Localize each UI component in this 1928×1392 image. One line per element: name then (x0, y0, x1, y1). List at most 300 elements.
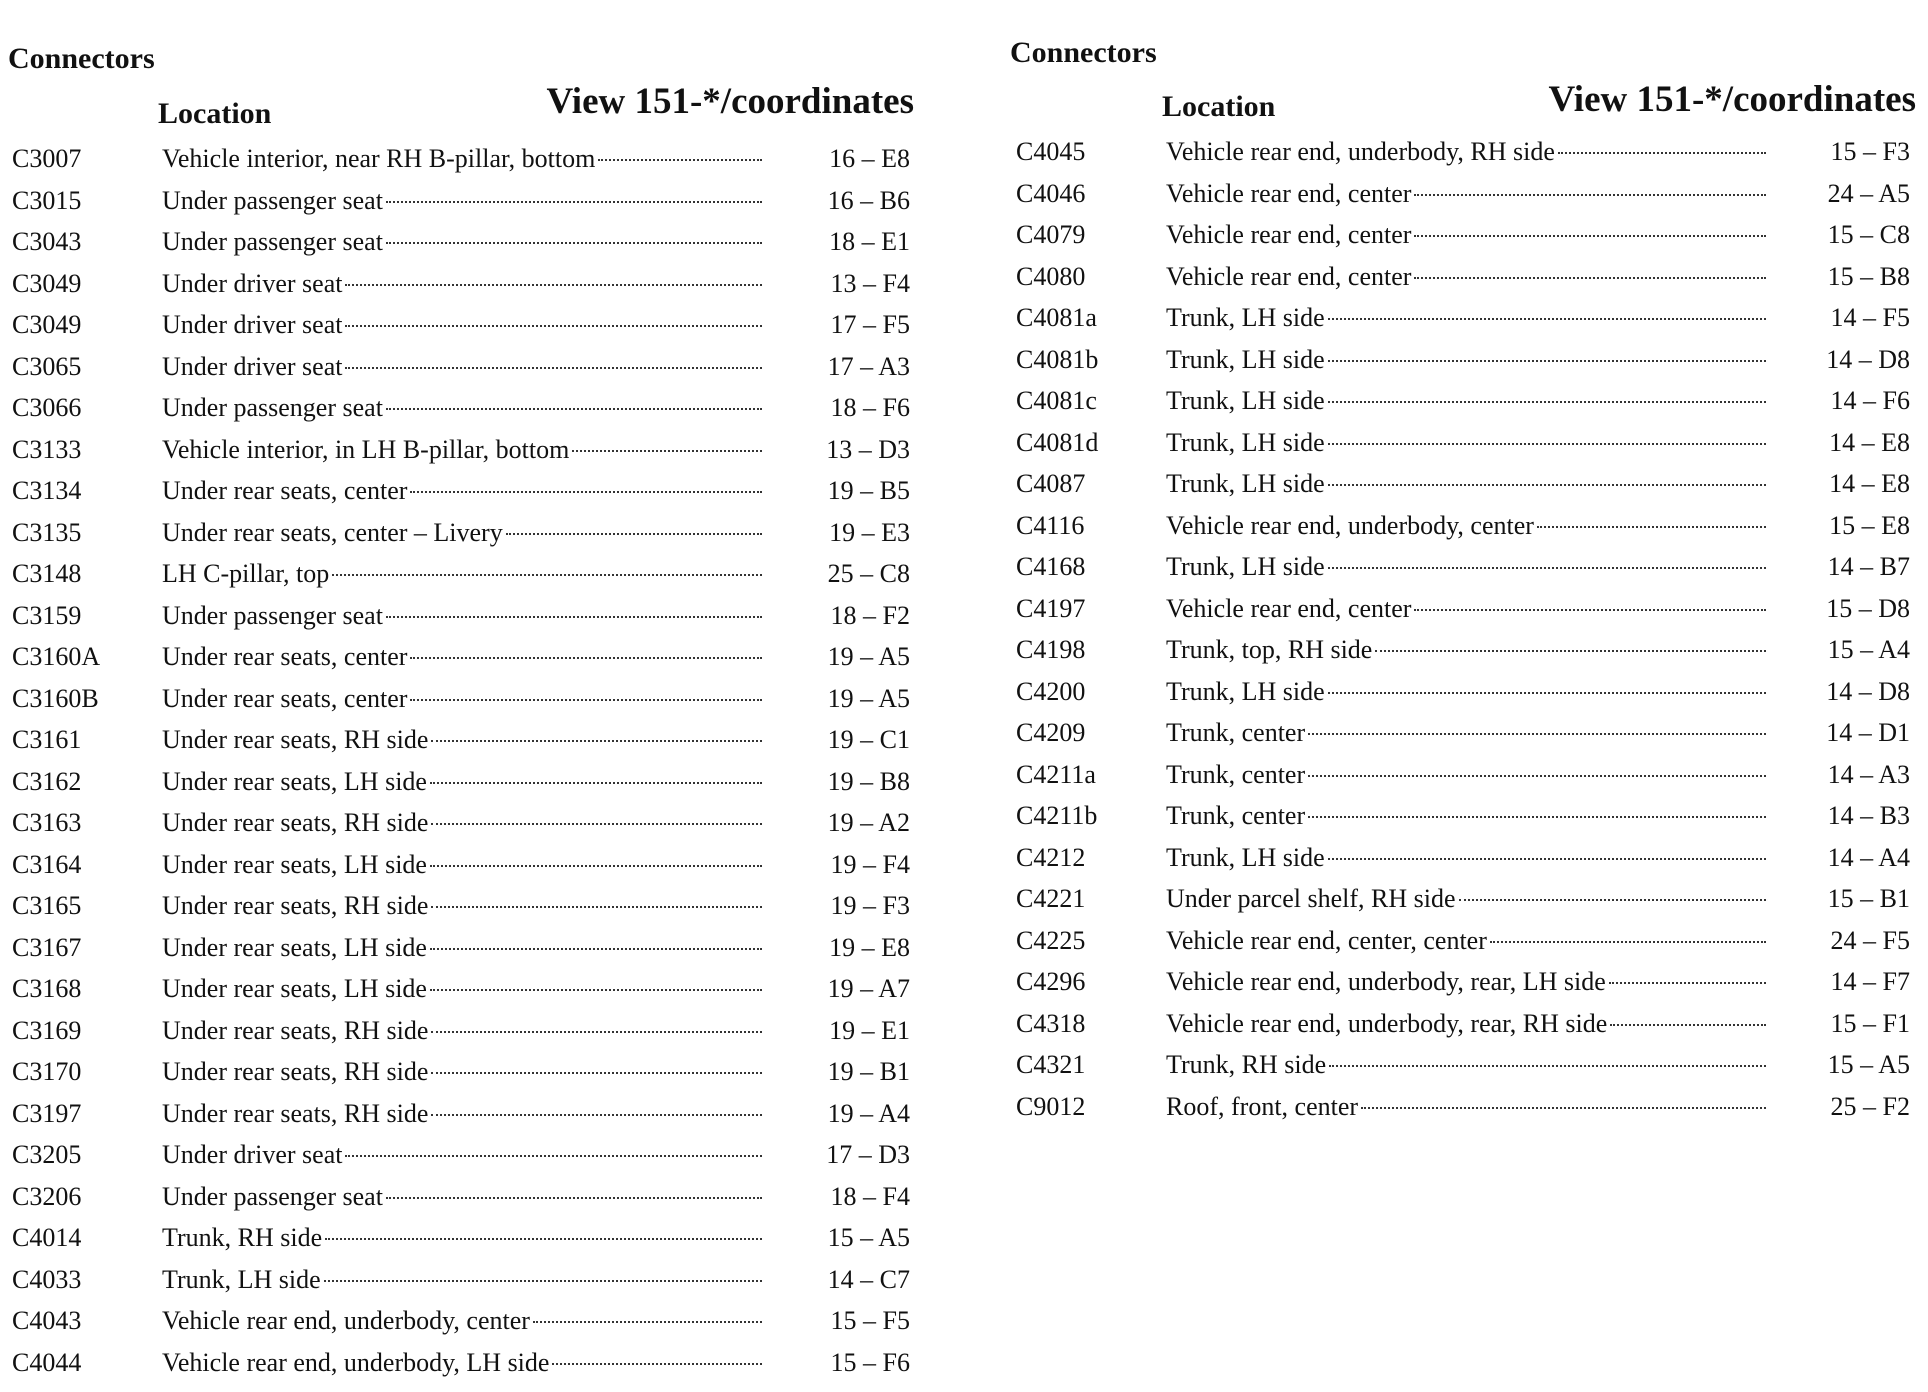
connector-location (162, 138, 762, 180)
connector-id: C3159 (12, 600, 82, 630)
view-coordinate: 15 – C8 (1827, 220, 1910, 249)
location-text: Vehicle interior, in LH B-pillar, bottom (162, 434, 570, 464)
view-coordinate: 15 – F3 (1830, 137, 1910, 166)
dot-leader (552, 1361, 762, 1365)
connector-location (1166, 131, 1766, 173)
dot-leader (430, 987, 762, 991)
table-row (0, 636, 930, 678)
table-row (1000, 920, 1928, 962)
view-coordinate: 13 – F4 (830, 268, 910, 298)
location-text: Trunk, top, RH side (1166, 635, 1373, 664)
connector-location (162, 636, 762, 678)
location-text: Under rear seats, center – Livery (162, 517, 503, 547)
location-text: Trunk, LH side (1166, 427, 1325, 457)
view-coordinate: 15 – A4 (1827, 635, 1910, 664)
location-text: Trunk, LH side (1166, 386, 1325, 415)
location-text: Under passenger seat (162, 227, 383, 256)
table-row (1000, 380, 1928, 422)
connector-location (1166, 173, 1766, 215)
section-heading: Connectors (1010, 36, 1157, 69)
table-row (1000, 961, 1928, 1003)
dot-leader (1308, 814, 1766, 818)
dot-leader (1328, 316, 1766, 320)
location-text: Under passenger seat (162, 185, 383, 215)
dot-leader (332, 572, 762, 576)
view-coordinate: 14 – D1 (1826, 718, 1910, 747)
dot-leader (345, 323, 762, 327)
connector-id: C3049 (12, 268, 82, 298)
connector-location (1166, 795, 1766, 837)
location-column-header: Location (1162, 90, 1276, 123)
connector-id: C3206 (12, 1181, 82, 1211)
location-text: Under rear seats, center (162, 683, 408, 713)
connector-id: C3162 (12, 766, 82, 796)
dot-leader (345, 282, 762, 286)
location-text: Vehicle rear end, center, center (1166, 925, 1487, 955)
connector-id: C3133 (12, 434, 82, 464)
table-row (0, 221, 930, 263)
location-text: Trunk, LH side (1166, 344, 1325, 374)
connector-location (1166, 297, 1766, 339)
table-row (1000, 131, 1928, 173)
table-row (1000, 588, 1928, 630)
table-row (0, 512, 930, 554)
dot-leader (1329, 1063, 1766, 1067)
table-row (1000, 1086, 1928, 1128)
table-row (0, 138, 930, 180)
table-row (1000, 256, 1928, 298)
dot-leader (1328, 482, 1766, 486)
dot-leader (506, 531, 762, 535)
connector-id: C3134 (12, 476, 82, 505)
dot-leader (1328, 690, 1766, 694)
view-coordinates-column-header: View 151-*/coordinates (546, 81, 914, 122)
table-row (0, 346, 930, 388)
view-coordinate: 15 – F1 (1830, 1008, 1910, 1038)
table-row (0, 470, 930, 512)
table-row (0, 304, 930, 346)
dot-leader (431, 1070, 762, 1074)
location-text: Trunk, LH side (1166, 552, 1325, 581)
location-text: Under parcel shelf, RH side (1166, 884, 1456, 913)
view-coordinate: 15 – B1 (1827, 884, 1910, 913)
table-row (0, 885, 930, 927)
table-row (1000, 297, 1928, 339)
connector-location (162, 1134, 762, 1176)
table-row (0, 927, 930, 969)
location-text: Under rear seats, center (162, 642, 408, 671)
dot-leader (410, 489, 762, 493)
connector-location (162, 1300, 762, 1342)
view-coordinate: 14 – B3 (1827, 801, 1910, 830)
dot-leader (431, 738, 762, 742)
connector-location (162, 470, 762, 512)
dot-leader (410, 655, 762, 659)
view-coordinate: 14 – A4 (1827, 842, 1910, 872)
location-text: Under rear seats, LH side (162, 932, 427, 962)
location-text: Trunk, center (1166, 718, 1306, 747)
dot-leader (431, 1112, 762, 1116)
connector-location (162, 1259, 762, 1301)
connector-id: C3148 (12, 559, 82, 588)
connector-id: C4046 (1016, 178, 1086, 208)
location-text: Vehicle rear end, center (1166, 178, 1412, 208)
location-text: Under rear seats, RH side (162, 1015, 429, 1045)
connector-location (162, 221, 762, 263)
connector-location (1166, 837, 1766, 879)
view-coordinate: 19 – A5 (827, 642, 910, 671)
table-row (0, 1259, 930, 1301)
connector-id: C4198 (1016, 635, 1086, 664)
table-row (1000, 422, 1928, 464)
location-text: Trunk, center (1166, 801, 1306, 830)
view-coordinate: 19 – A4 (827, 1098, 910, 1128)
view-coordinate: 17 – A3 (827, 351, 910, 381)
connector-id: C3160A (12, 642, 101, 671)
connector-location (162, 678, 762, 720)
connector-id: C3135 (12, 517, 82, 547)
view-coordinates-column-header: View 151-*/coordinates (1548, 79, 1916, 120)
connector-id: C4081b (1016, 344, 1099, 374)
dot-leader (572, 448, 762, 452)
table-row (0, 1342, 930, 1384)
connector-id: C3007 (12, 144, 82, 173)
connector-location (162, 719, 762, 761)
location-text: Roof, front, center (1166, 1091, 1359, 1121)
dot-leader (1361, 1105, 1766, 1109)
view-coordinate: 14 – F6 (1830, 386, 1910, 415)
location-text: LH C-pillar, top (162, 559, 330, 588)
view-coordinate: 19 – B5 (827, 476, 910, 505)
connector-id: C4043 (12, 1306, 82, 1335)
view-coordinate: 16 – B6 (827, 185, 910, 215)
location-text: Under rear seats, RH side (162, 891, 429, 920)
connector-id: C4209 (1016, 718, 1086, 747)
dot-leader (1328, 856, 1766, 860)
dot-leader (1375, 648, 1766, 652)
location-text: Under driver seat (162, 1140, 343, 1169)
connector-location (162, 802, 762, 844)
table-row (1000, 1044, 1928, 1086)
table-row (0, 719, 930, 761)
view-coordinate: 14 – E8 (1829, 427, 1910, 457)
connector-location (1166, 422, 1766, 464)
view-coordinate: 18 – F2 (830, 600, 910, 630)
connector-id: C4045 (1016, 137, 1086, 166)
location-text: Under driver seat (162, 268, 343, 298)
connector-location (162, 844, 762, 886)
table-row (1000, 754, 1928, 796)
location-text: Vehicle rear end, center (1166, 593, 1412, 623)
connector-location (1166, 463, 1766, 505)
location-text: Trunk, RH side (1166, 1050, 1327, 1079)
connector-id: C3065 (12, 351, 82, 381)
dot-leader (1459, 897, 1766, 901)
location-text: Under passenger seat (162, 1181, 383, 1211)
connector-location (1166, 671, 1766, 713)
dot-leader (1328, 441, 1766, 445)
connector-id: C3066 (12, 393, 82, 422)
connector-id: C4168 (1016, 552, 1086, 581)
connector-id: C4211b (1016, 801, 1098, 830)
table-row (0, 1217, 930, 1259)
location-text: Under rear seats, RH side (162, 1057, 429, 1086)
connector-location (162, 1342, 762, 1384)
view-coordinate: 19 – E8 (829, 932, 910, 962)
view-coordinate: 18 – F6 (830, 393, 910, 422)
table-row (1000, 1003, 1928, 1045)
location-text: Under rear seats, LH side (162, 849, 427, 879)
view-coordinate: 19 – A7 (827, 974, 910, 1003)
connector-location (162, 512, 762, 554)
connector-location (162, 885, 762, 927)
connector-location (1166, 712, 1766, 754)
connector-location (162, 1217, 762, 1259)
connector-location (1166, 339, 1766, 381)
connector-location (1166, 1003, 1766, 1045)
dot-leader (386, 406, 762, 410)
connector-location (1166, 878, 1766, 920)
location-text: Vehicle rear end, underbody, center (162, 1306, 530, 1335)
location-text: Trunk, center (1166, 759, 1306, 789)
connector-location (162, 968, 762, 1010)
dot-leader (1328, 399, 1766, 403)
connector-location (162, 1051, 762, 1093)
connector-location (162, 429, 762, 471)
table-row (0, 968, 930, 1010)
table-row (0, 761, 930, 803)
dot-leader (1558, 150, 1766, 154)
table-row (1000, 629, 1928, 671)
table-row (1000, 339, 1928, 381)
dot-leader (386, 614, 762, 618)
location-text: Under rear seats, RH side (162, 808, 429, 837)
connector-location (1166, 961, 1766, 1003)
location-text: Vehicle rear end, center (1166, 261, 1412, 291)
table-row (1000, 505, 1928, 547)
connector-location (1166, 754, 1766, 796)
table-row (0, 1134, 930, 1176)
connector-id: C3197 (12, 1098, 82, 1128)
connector-id: C4200 (1016, 676, 1086, 706)
view-coordinate: 19 – B8 (827, 766, 910, 796)
table-row (1000, 671, 1928, 713)
view-coordinate: 15 – F6 (830, 1347, 910, 1377)
location-text: Trunk, RH side (162, 1223, 323, 1252)
location-text: Under passenger seat (162, 393, 383, 422)
connector-location (1166, 380, 1766, 422)
view-coordinate: 19 – F3 (830, 891, 910, 920)
location-text: Vehicle rear end, center (1166, 220, 1412, 249)
connector-id: C4225 (1016, 925, 1086, 955)
location-text: Trunk, LH side (1166, 676, 1325, 706)
dot-leader (1610, 1022, 1766, 1026)
view-coordinate: 14 – B7 (1827, 552, 1910, 581)
table-row (0, 1176, 930, 1218)
view-coordinate: 19 – E3 (829, 517, 910, 547)
location-text: Vehicle rear end, underbody, rear, LH side (1166, 967, 1606, 996)
connector-location (1166, 546, 1766, 588)
view-coordinate: 19 – A5 (827, 683, 910, 713)
connector-location (162, 346, 762, 388)
connector-list (1000, 131, 1928, 1127)
table-row (0, 387, 930, 429)
view-coordinate: 19 – E1 (829, 1015, 910, 1045)
connector-id: C4014 (12, 1223, 82, 1252)
connector-location (1166, 588, 1766, 630)
dot-leader (598, 157, 762, 161)
view-coordinate: 19 – C1 (827, 725, 910, 754)
connector-id: C4318 (1016, 1008, 1086, 1038)
table-row (0, 429, 930, 471)
connector-id: C4321 (1016, 1050, 1086, 1079)
dot-leader (1537, 524, 1766, 528)
dot-leader (1328, 565, 1766, 569)
dot-leader (386, 1195, 762, 1199)
table-row (1000, 173, 1928, 215)
view-coordinate: 14 – A3 (1827, 759, 1910, 789)
connector-location (1166, 505, 1766, 547)
view-coordinate: 25 – F2 (1830, 1091, 1910, 1121)
dot-leader (430, 946, 762, 950)
connector-id: C3167 (12, 932, 82, 962)
connector-location (162, 761, 762, 803)
dot-leader (1414, 233, 1766, 237)
dot-leader (1308, 731, 1766, 735)
view-coordinate: 14 – E8 (1829, 469, 1910, 498)
view-coordinate: 19 – F4 (830, 849, 910, 879)
dot-leader (1414, 275, 1766, 279)
connector-id: C3163 (12, 808, 82, 837)
location-text: Under rear seats, RH side (162, 725, 429, 754)
view-coordinate: 14 – D8 (1826, 344, 1910, 374)
dot-leader (533, 1319, 762, 1323)
location-text: Under passenger seat (162, 600, 383, 630)
dot-leader (431, 904, 762, 908)
table-row (1000, 546, 1928, 588)
dot-leader (1490, 939, 1766, 943)
view-coordinate: 15 – E8 (1829, 510, 1910, 540)
view-coordinate: 25 – C8 (827, 559, 910, 588)
table-row (0, 1093, 930, 1135)
connector-id: C4221 (1016, 884, 1086, 913)
connector-id: C3161 (12, 725, 82, 754)
connector-id: C3170 (12, 1057, 82, 1086)
view-coordinate: 19 – A2 (827, 808, 910, 837)
dot-leader (431, 821, 762, 825)
connector-id: C3165 (12, 891, 82, 920)
table-row (1000, 463, 1928, 505)
view-coordinate: 14 – D8 (1826, 676, 1910, 706)
connector-id: C3015 (12, 185, 82, 215)
dot-leader (430, 780, 762, 784)
location-text: Trunk, LH side (1166, 469, 1325, 498)
location-text: Vehicle rear end, underbody, LH side (162, 1347, 550, 1377)
connector-id: C9012 (1016, 1091, 1086, 1121)
connector-location (1166, 1044, 1766, 1086)
dot-leader (386, 240, 762, 244)
table-row (1000, 795, 1928, 837)
connector-location (1166, 1086, 1766, 1128)
dot-leader (430, 863, 762, 867)
dot-leader (1609, 980, 1766, 984)
view-coordinate: 15 – A5 (1827, 1050, 1910, 1079)
dot-leader (1328, 358, 1766, 362)
view-coordinate: 15 – B8 (1827, 261, 1910, 291)
dot-leader (1308, 773, 1766, 777)
connector-id: C4081d (1016, 427, 1099, 457)
view-coordinate: 15 – F5 (830, 1306, 910, 1335)
dot-leader (386, 199, 762, 203)
table-row (0, 553, 930, 595)
location-text: Vehicle interior, near RH B-pillar, bottom (162, 144, 596, 173)
view-coordinate: 14 – C7 (827, 1264, 910, 1294)
table-row (0, 1051, 930, 1093)
location-column-header: Location (158, 97, 272, 130)
location-text: Under driver seat (162, 310, 343, 339)
view-coordinate: 16 – E8 (829, 144, 910, 173)
table-row (0, 678, 930, 720)
dot-leader (345, 1153, 762, 1157)
connector-id: C4080 (1016, 261, 1086, 291)
view-coordinate: 15 – A5 (827, 1223, 910, 1252)
connector-id: C3168 (12, 974, 82, 1003)
connector-id: C3205 (12, 1140, 82, 1169)
table-row (0, 1010, 930, 1052)
view-coordinate: 24 – A5 (1827, 178, 1910, 208)
view-coordinate: 17 – F5 (830, 310, 910, 339)
connector-id: C4079 (1016, 220, 1086, 249)
connector-id: C4081c (1016, 386, 1097, 415)
location-text: Under driver seat (162, 351, 343, 381)
connector-location (1166, 214, 1766, 256)
dot-leader (1414, 607, 1766, 611)
table-row (0, 263, 930, 305)
connector-location (162, 927, 762, 969)
connector-id: C4081a (1016, 303, 1097, 332)
table-row (1000, 837, 1928, 879)
dot-leader (431, 1029, 762, 1033)
connector-id: C4033 (12, 1264, 82, 1294)
connector-location (162, 304, 762, 346)
table-row (0, 802, 930, 844)
connector-list (0, 138, 930, 1383)
connector-id: C3160B (12, 683, 99, 713)
location-text: Under rear seats, RH side (162, 1098, 429, 1128)
connector-id: C4116 (1016, 510, 1085, 540)
dot-leader (410, 697, 762, 701)
connector-location (162, 595, 762, 637)
dot-leader (325, 1236, 762, 1240)
connector-id: C4211a (1016, 759, 1096, 789)
connector-id: C4197 (1016, 593, 1086, 623)
connector-location (1166, 629, 1766, 671)
connector-location (1166, 256, 1766, 298)
location-text: Vehicle rear end, underbody, center (1166, 510, 1534, 540)
view-coordinate: 17 – D3 (826, 1140, 910, 1169)
dot-leader (1414, 192, 1766, 196)
connector-id: C4087 (1016, 469, 1086, 498)
connector-location (162, 1093, 762, 1135)
connector-location (162, 1176, 762, 1218)
connector-location (1166, 920, 1766, 962)
location-text: Under rear seats, LH side (162, 974, 427, 1003)
location-text: Under rear seats, LH side (162, 766, 427, 796)
view-coordinate: 15 – D8 (1826, 593, 1910, 623)
table-row (1000, 878, 1928, 920)
section-heading: Connectors (8, 42, 155, 75)
connector-location (162, 553, 762, 595)
